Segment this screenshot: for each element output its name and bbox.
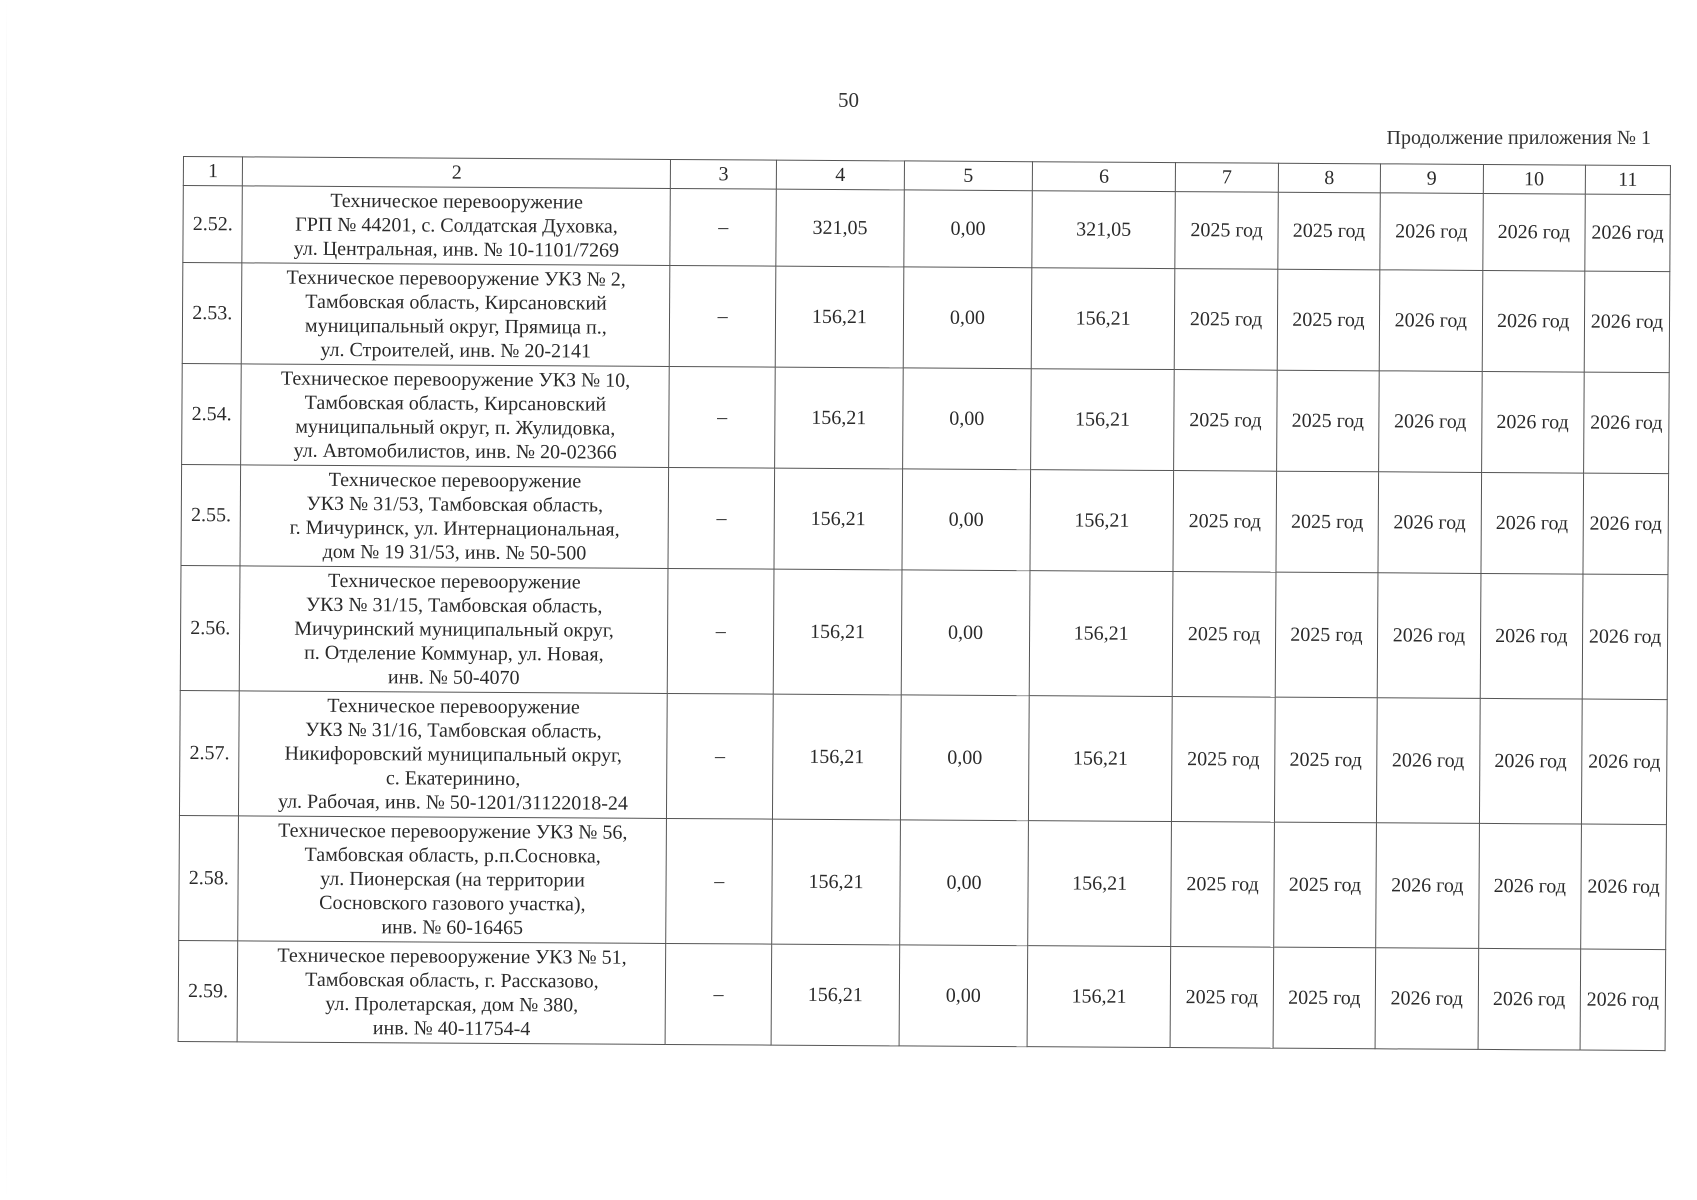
year-col8: 2025 год xyxy=(1273,822,1376,948)
row-number: 2.55. xyxy=(181,464,241,565)
dash-cell: – xyxy=(670,188,776,266)
value-col6: 321,05 xyxy=(1032,191,1176,269)
value-col4: 156,21 xyxy=(774,468,903,570)
object-description xyxy=(237,941,666,1045)
object-description xyxy=(242,186,671,266)
table-row xyxy=(178,940,1666,1050)
col-header: 10 xyxy=(1483,164,1586,194)
object-description xyxy=(241,364,670,468)
description-line: муниципальный округ, Прямица п., xyxy=(304,314,607,339)
year-col7: 2025 год xyxy=(1172,572,1275,698)
year-col9: 2026 год xyxy=(1379,270,1482,372)
year-col11: 2026 год xyxy=(1582,574,1668,700)
value-col6: 156,21 xyxy=(1027,946,1171,1048)
description-line: Техническое перевооружение УКЗ № 10, xyxy=(280,367,631,392)
value-col6: 156,21 xyxy=(1028,821,1172,947)
value-col6: 156,21 xyxy=(1031,369,1175,471)
year-col8: 2025 год xyxy=(1274,697,1377,823)
year-col8: 2025 год xyxy=(1278,192,1381,270)
value-col5: 0,00 xyxy=(904,190,1032,268)
col-header: 11 xyxy=(1585,165,1670,195)
appendix-note: Продолжение приложения № 1 xyxy=(1386,127,1651,149)
value-col5: 0,00 xyxy=(900,820,1029,946)
dash-cell: – xyxy=(669,366,775,468)
year-col11: 2026 год xyxy=(1581,824,1667,950)
year-col10: 2026 год xyxy=(1478,823,1581,949)
value-col5: 0,00 xyxy=(903,267,1032,369)
value-col4: 156,21 xyxy=(775,367,904,469)
object-description xyxy=(242,263,671,367)
year-col8: 2025 год xyxy=(1276,370,1379,472)
description-line: Тамбовская область, г. Рассказово, xyxy=(305,968,599,993)
description-line: Никифоровский муниципальный округ, xyxy=(284,742,623,767)
value-col5: 0,00 xyxy=(901,570,1030,696)
row-number: 2.54. xyxy=(182,363,242,464)
year-col11: 2026 год xyxy=(1585,194,1671,272)
dash-cell: – xyxy=(668,467,774,569)
table-row xyxy=(182,263,1670,373)
description-line: Техническое перевооружение xyxy=(327,569,581,594)
year-col11: 2026 год xyxy=(1583,473,1669,575)
year-col10: 2026 год xyxy=(1482,193,1585,271)
year-col8: 2025 год xyxy=(1275,572,1378,698)
object-description xyxy=(240,566,669,694)
year-col10: 2026 год xyxy=(1481,371,1584,473)
year-col7: 2025 год xyxy=(1171,822,1274,948)
year-col7: 2025 год xyxy=(1170,947,1273,1049)
value-col4: 156,21 xyxy=(773,569,902,695)
year-col9: 2026 год xyxy=(1376,823,1479,949)
object-description xyxy=(239,691,668,819)
value-col5: 0,00 xyxy=(899,945,1028,1047)
description-line: Сосновского газового участка), xyxy=(319,891,586,916)
table-row xyxy=(182,363,1670,473)
description-line: дом № 19 31/53, инв. № 50-500 xyxy=(322,540,587,565)
col-header: 8 xyxy=(1278,163,1381,193)
description-line: с. Екатеринино, xyxy=(385,767,521,791)
appendix-table xyxy=(178,156,1671,1051)
description-line: ул. Пионерская (на территории xyxy=(320,867,585,892)
year-col7: 2025 год xyxy=(1172,697,1275,823)
year-col9: 2026 год xyxy=(1380,193,1483,271)
year-col9: 2026 год xyxy=(1375,948,1478,1050)
description-line: ул. Автомобилистов, инв. № 20-02366 xyxy=(293,439,617,464)
col-header: 3 xyxy=(671,159,777,189)
year-col8: 2025 год xyxy=(1273,947,1376,1049)
value-col4: 156,21 xyxy=(775,266,904,368)
year-col7: 2025 год xyxy=(1174,370,1277,472)
description-line: Тамбовская область, Кирсановский xyxy=(305,290,607,315)
description-line: инв. № 60-16465 xyxy=(381,916,524,940)
row-number: 2.56. xyxy=(180,565,240,690)
year-col9: 2026 год xyxy=(1377,573,1480,699)
description-line: Техническое перевооружение УКЗ № 51, xyxy=(277,944,627,969)
value-col5: 0,00 xyxy=(903,368,1032,470)
col-header: 1 xyxy=(183,157,243,186)
row-number: 2.58. xyxy=(179,815,239,940)
value-col6: 156,21 xyxy=(1028,696,1172,822)
col-header: 4 xyxy=(776,160,904,190)
description-line: Техническое перевооружение xyxy=(327,694,580,719)
description-line: ул. Рабочая, инв. № 50-1201/31122018-24 xyxy=(277,790,629,815)
year-col11: 2026 год xyxy=(1581,699,1667,825)
description-line: УКЗ № 31/15, Тамбовская область, xyxy=(305,593,603,618)
value-col6: 156,21 xyxy=(1029,571,1173,697)
object-description xyxy=(238,816,667,944)
row-number: 2.59. xyxy=(178,940,238,1041)
dash-cell: – xyxy=(666,818,772,944)
value-col4: 156,21 xyxy=(772,819,901,945)
value-col4: 156,21 xyxy=(772,694,901,820)
row-number: 2.53. xyxy=(182,263,242,364)
year-col9: 2026 год xyxy=(1377,698,1480,824)
year-col10: 2026 год xyxy=(1480,573,1583,699)
description-line: Тамбовская область, Кирсановский xyxy=(304,391,607,416)
col-header: 7 xyxy=(1176,163,1279,193)
table-row xyxy=(180,565,1668,699)
scan-edge xyxy=(6,0,7,1200)
dash-cell: – xyxy=(668,568,774,694)
dash-cell: – xyxy=(670,265,776,367)
row-number: 2.52. xyxy=(183,186,243,263)
description-line: ГРП № 44201, с. Солдатская Духовка, xyxy=(295,213,618,238)
col-header: 6 xyxy=(1032,162,1176,192)
year-col11: 2026 год xyxy=(1583,372,1669,474)
description-line: Техническое перевооружение xyxy=(330,189,583,214)
page-number: 50 xyxy=(838,88,859,112)
dash-cell: – xyxy=(667,693,773,819)
table-row xyxy=(179,815,1667,949)
year-col10: 2026 год xyxy=(1480,472,1583,574)
description-line: инв. № 50-4070 xyxy=(387,666,520,690)
table-row xyxy=(179,690,1667,824)
year-col10: 2026 год xyxy=(1479,698,1582,824)
description-line: муниципальный округ, п. Жулидовка, xyxy=(295,415,616,440)
description-line: Тамбовская область, р.п.Сосновка, xyxy=(304,843,601,868)
description-line: Техническое перевооружение УКЗ № 56, xyxy=(278,819,628,844)
description-line: ул. Строителей, инв. № 20-2141 xyxy=(320,338,592,363)
value-col5: 0,00 xyxy=(900,695,1029,821)
year-col11: 2026 год xyxy=(1580,949,1666,1051)
year-col8: 2025 год xyxy=(1276,471,1379,573)
table-row xyxy=(183,186,1670,272)
value-col6: 156,21 xyxy=(1031,268,1175,370)
year-col7: 2025 год xyxy=(1173,471,1276,573)
description-line: Техническое перевооружение xyxy=(328,468,582,493)
object-description xyxy=(240,465,669,569)
col-header: 9 xyxy=(1380,164,1483,194)
year-col8: 2025 год xyxy=(1277,269,1380,371)
year-col7: 2025 год xyxy=(1175,192,1278,270)
year-col11: 2026 год xyxy=(1584,271,1670,373)
description-line: г. Мичуринск, ул. Интернациональная, xyxy=(289,516,620,541)
col-header: 2 xyxy=(243,157,671,189)
description-line: Техническое перевооружение УКЗ № 2, xyxy=(286,266,626,291)
year-col9: 2026 год xyxy=(1378,472,1481,574)
col-header: 5 xyxy=(904,161,1032,191)
value-col5: 0,00 xyxy=(902,469,1031,571)
table-row xyxy=(181,464,1669,574)
value-col6: 156,21 xyxy=(1030,470,1174,572)
description-line: инв. № 40-11754-4 xyxy=(372,1017,531,1041)
year-col10: 2026 год xyxy=(1478,948,1581,1050)
description-line: УКЗ № 31/53, Тамбовская область, xyxy=(306,492,604,517)
year-col9: 2026 год xyxy=(1379,371,1482,473)
description-line: п. Отделение Коммунар, ул. Новая, xyxy=(304,641,604,666)
description-line: Мичуринский муниципальный округ, xyxy=(294,617,614,642)
description-line: УКЗ № 31/16, Тамбовская область, xyxy=(305,718,602,743)
dash-cell: – xyxy=(666,943,772,1045)
row-number: 2.57. xyxy=(179,690,239,815)
year-col10: 2026 год xyxy=(1482,270,1585,372)
description-line: ул. Центральная, инв. № 10-1101/7269 xyxy=(293,237,620,262)
description-line: ул. Пролетарская, дом № 380, xyxy=(325,992,579,1017)
value-col4: 156,21 xyxy=(771,944,900,1046)
year-col7: 2025 год xyxy=(1174,269,1277,371)
value-col4: 321,05 xyxy=(776,189,904,267)
